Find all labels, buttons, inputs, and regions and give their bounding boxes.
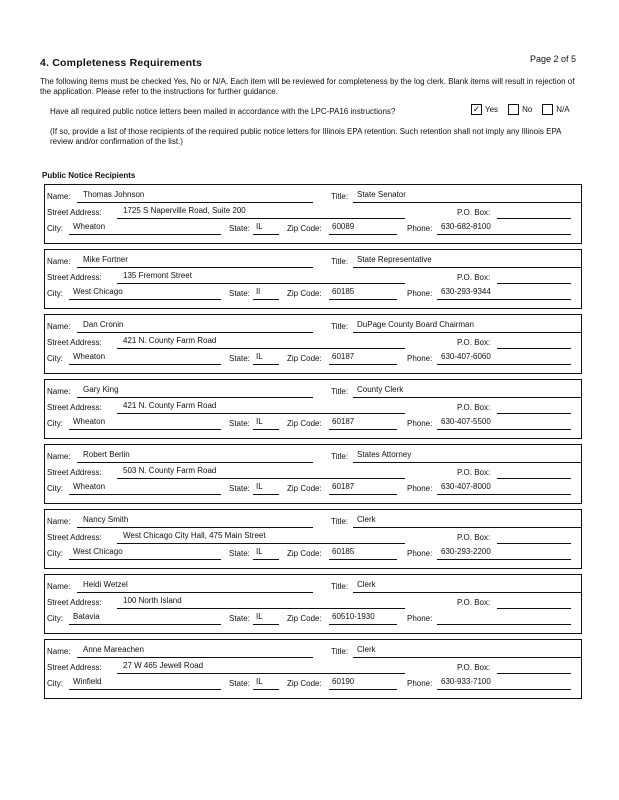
state-label: State:	[229, 224, 250, 233]
street-underline	[117, 218, 405, 219]
phone-underline	[437, 299, 571, 300]
recipient-title[interactable]: Clerk	[357, 645, 376, 654]
recipient-zip[interactable]: 60187	[332, 482, 355, 491]
po-box-label: P.O. Box:	[457, 468, 491, 477]
zip-label: Zip Code:	[287, 614, 322, 623]
na-checkbox[interactable]	[542, 104, 553, 115]
intro-text: The following items must be checked Yes, No or N/A. Each item will be reviewed for completeness by the log clerk. Blank items will result in rejection of the application. Please refer to the instructions for further guidance.	[40, 77, 575, 96]
street-label: Street Address:	[47, 468, 102, 477]
recipient-phone[interactable]: 630-407-5500	[441, 417, 491, 426]
recipient-zip[interactable]: 60185	[332, 287, 355, 296]
recipient-name[interactable]: Mike Fortner	[83, 255, 128, 264]
zip-underline	[329, 364, 397, 365]
section-title: 4. Completeness Requirements	[40, 57, 202, 69]
yes-checkbox[interactable]: ✓	[472, 104, 481, 114]
zip-underline	[329, 234, 397, 235]
state-label: State:	[229, 614, 250, 623]
recipient-state[interactable]: IL	[256, 417, 263, 426]
recipient-state[interactable]: IL	[256, 482, 263, 491]
phone-label: Phone:	[407, 484, 433, 493]
name-label: Name:	[47, 387, 71, 396]
phone-label: Phone:	[407, 614, 433, 623]
recipient-record	[44, 184, 582, 244]
phone-label: Phone:	[407, 289, 433, 298]
recipient-name[interactable]: Dan Cronin	[83, 320, 124, 329]
name-underline	[77, 462, 313, 463]
street-underline	[117, 413, 405, 414]
city-underline	[69, 624, 221, 625]
recipient-city[interactable]: Winfield	[73, 677, 102, 686]
recipient-zip[interactable]: 60187	[332, 352, 355, 361]
recipient-record	[44, 574, 582, 634]
po-box-label: P.O. Box:	[457, 663, 491, 672]
state-underline	[253, 559, 279, 560]
city-underline	[69, 494, 221, 495]
state-underline	[253, 429, 279, 430]
recipient-street[interactable]: 27 W 465 Jewell Road	[123, 661, 204, 670]
recipient-zip[interactable]: 60185	[332, 547, 355, 556]
recipient-title[interactable]: County Clerk	[357, 385, 404, 394]
zip-underline	[329, 689, 397, 690]
recipient-city[interactable]: Wheaton	[73, 482, 106, 491]
title-label: Title:	[331, 322, 349, 331]
city-underline	[69, 299, 221, 300]
title-label: Title:	[331, 647, 349, 656]
phone-label: Phone:	[407, 549, 433, 558]
zip-underline	[329, 624, 397, 625]
title-underline	[353, 592, 581, 593]
name-label: Name:	[47, 452, 71, 461]
recipients-heading: Public Notice Recipients	[42, 171, 136, 180]
state-label: State:	[229, 679, 250, 688]
title-underline	[353, 202, 581, 203]
phone-underline	[437, 429, 571, 430]
city-label: City:	[47, 289, 63, 298]
title-label: Title:	[331, 192, 349, 201]
title-label: Title:	[331, 257, 349, 266]
city-label: City:	[47, 354, 63, 363]
recipient-name[interactable]: Robert Berlin	[83, 450, 130, 459]
city-label: City:	[47, 549, 63, 558]
recipient-name[interactable]: Nancy Smith	[83, 515, 129, 524]
recipient-phone[interactable]: 630-293-2200	[441, 547, 491, 556]
recipient-record	[44, 379, 582, 439]
po-box-underline	[497, 413, 571, 414]
recipient-phone[interactable]: 630-293-9344	[441, 287, 491, 296]
recipient-street[interactable]: 1725 S Naperville Road, Suite 200	[123, 206, 246, 215]
po-box-underline	[497, 218, 571, 219]
street-label: Street Address:	[47, 273, 102, 282]
recipient-phone[interactable]: 630-933-7100	[441, 677, 491, 686]
recipient-city[interactable]: Wheaton	[73, 417, 106, 426]
recipient-street[interactable]: 421 N. County Farm Road	[123, 401, 217, 410]
state-underline	[253, 299, 279, 300]
zip-label: Zip Code:	[287, 679, 322, 688]
zip-underline	[329, 299, 397, 300]
street-label: Street Address:	[47, 403, 102, 412]
po-box-underline	[497, 543, 571, 544]
po-box-underline	[497, 673, 571, 674]
name-underline	[77, 657, 313, 658]
notice-question: Have all required public notice letters been mailed in accordance with the LPC-PA16 instructions?	[50, 107, 396, 116]
recipient-city[interactable]: Wheaton	[73, 352, 106, 361]
state-underline	[253, 624, 279, 625]
po-box-label: P.O. Box:	[457, 338, 491, 347]
zip-label: Zip Code:	[287, 484, 322, 493]
po-box-underline	[497, 283, 571, 284]
name-underline	[77, 527, 313, 528]
recipient-street[interactable]: 135 Fremont Street	[123, 271, 192, 280]
city-underline	[69, 689, 221, 690]
recipient-state[interactable]: IL	[256, 547, 263, 556]
street-underline	[117, 348, 405, 349]
retention-note: (If so, provide a list of those recipients of the required public notice letters for Illinois EPA retention. Such retention shall not imply any Illinois EPA review and/or confirmation of the list.)	[50, 127, 562, 146]
phone-label: Phone:	[407, 679, 433, 688]
recipient-phone[interactable]: 630-407-8000	[441, 482, 491, 491]
street-underline	[117, 478, 405, 479]
title-label: Title:	[331, 582, 349, 591]
recipient-record	[44, 444, 582, 504]
po-box-label: P.O. Box:	[457, 403, 491, 412]
state-label: State:	[229, 484, 250, 493]
recipient-record	[44, 509, 582, 569]
name-underline	[77, 332, 313, 333]
name-underline	[77, 202, 313, 203]
state-label: State:	[229, 289, 250, 298]
phone-label: Phone:	[407, 224, 433, 233]
title-label: Title:	[331, 517, 349, 526]
street-underline	[117, 543, 405, 544]
recipient-phone[interactable]: 630-407-6060	[441, 352, 491, 361]
po-box-label: P.O. Box:	[457, 208, 491, 217]
recipient-record	[44, 639, 582, 699]
phone-underline	[437, 624, 571, 625]
city-label: City:	[47, 419, 63, 428]
name-label: Name:	[47, 322, 71, 331]
city-label: City:	[47, 484, 63, 493]
name-label: Name:	[47, 192, 71, 201]
state-label: State:	[229, 354, 250, 363]
title-underline	[353, 657, 581, 658]
po-box-underline	[497, 348, 571, 349]
state-underline	[253, 234, 279, 235]
zip-label: Zip Code:	[287, 549, 322, 558]
recipient-phone[interactable]: 630-682-8100	[441, 222, 491, 231]
title-underline	[353, 267, 581, 268]
title-underline	[353, 397, 581, 398]
recipient-state[interactable]: Il	[256, 287, 260, 296]
recipient-city[interactable]: West Chicago	[73, 547, 123, 556]
city-underline	[69, 234, 221, 235]
state-label: State:	[229, 549, 250, 558]
recipient-title[interactable]: Clerk	[357, 580, 376, 589]
recipient-title[interactable]: Clerk	[357, 515, 376, 524]
recipient-name[interactable]: Heidi Wetzel	[83, 580, 128, 589]
name-label: Name:	[47, 647, 71, 656]
po-box-label: P.O. Box:	[457, 598, 491, 607]
city-underline	[69, 429, 221, 430]
phone-label: Phone:	[407, 354, 433, 363]
recipient-state[interactable]: IL	[256, 352, 263, 361]
recipient-street[interactable]: 100 North Island	[123, 596, 182, 605]
po-box-label: P.O. Box:	[457, 533, 491, 542]
no-label: No	[522, 105, 533, 114]
zip-underline	[329, 429, 397, 430]
title-underline	[353, 332, 581, 333]
street-label: Street Address:	[47, 663, 102, 672]
street-label: Street Address:	[47, 208, 102, 217]
recipient-name[interactable]: Thomas Johnson	[83, 190, 145, 199]
city-label: City:	[47, 224, 63, 233]
name-label: Name:	[47, 517, 71, 526]
state-label: State:	[229, 419, 250, 428]
recipient-zip[interactable]: 60187	[332, 417, 355, 426]
recipient-city[interactable]: West Chicago	[73, 287, 123, 296]
zip-underline	[329, 494, 397, 495]
recipient-title[interactable]: States Attorney	[357, 450, 412, 459]
city-underline	[69, 559, 221, 560]
recipient-city[interactable]: Batavia	[73, 612, 100, 621]
recipient-name[interactable]: Gary King	[83, 385, 119, 394]
recipient-state[interactable]: IL	[256, 677, 263, 686]
city-label: City:	[47, 614, 63, 623]
phone-label: Phone:	[407, 419, 433, 428]
phone-underline	[437, 689, 571, 690]
name-label: Name:	[47, 257, 71, 266]
na-label: N/A	[556, 105, 570, 114]
street-label: Street Address:	[47, 533, 102, 542]
answer-checkboxes	[471, 104, 580, 115]
recipient-state[interactable]: IL	[256, 612, 263, 621]
po-box-label: P.O. Box:	[457, 273, 491, 282]
phone-underline	[437, 364, 571, 365]
title-label: Title:	[331, 452, 349, 461]
yes-label: Yes	[485, 105, 499, 114]
po-box-underline	[497, 478, 571, 479]
street-underline	[117, 608, 405, 609]
phone-underline	[437, 494, 571, 495]
recipient-city[interactable]: Wheaton	[73, 222, 106, 231]
zip-label: Zip Code:	[287, 354, 322, 363]
page-number: Page 2 of 5	[530, 54, 577, 64]
title-underline	[353, 527, 581, 528]
street-underline	[117, 283, 405, 284]
recipient-state[interactable]: IL	[256, 222, 263, 231]
title-underline	[353, 462, 581, 463]
recipient-record	[44, 314, 582, 374]
recipient-title[interactable]: DuPage County Board Chairman	[357, 320, 474, 329]
street-underline	[117, 673, 405, 674]
recipient-zip[interactable]: 60510-1930	[332, 612, 375, 621]
name-underline	[77, 267, 313, 268]
zip-label: Zip Code:	[287, 419, 322, 428]
zip-label: Zip Code:	[287, 289, 322, 298]
recipient-zip[interactable]: 60190	[332, 677, 355, 686]
city-underline	[69, 364, 221, 365]
recipient-title[interactable]: State Senator	[357, 190, 406, 199]
name-underline	[77, 592, 313, 593]
recipient-record	[44, 249, 582, 309]
name-underline	[77, 397, 313, 398]
zip-label: Zip Code:	[287, 224, 322, 233]
recipient-title[interactable]: State Representative	[357, 255, 432, 264]
city-label: City:	[47, 679, 63, 688]
recipient-street[interactable]: West Chicago City Hall, 475 Main Street	[123, 531, 266, 540]
phone-underline	[437, 234, 571, 235]
zip-underline	[329, 559, 397, 560]
title-label: Title:	[331, 387, 349, 396]
recipient-name[interactable]: Anne Mareachen	[83, 645, 144, 654]
name-label: Name:	[47, 582, 71, 591]
state-underline	[253, 364, 279, 365]
state-underline	[253, 689, 279, 690]
phone-underline	[437, 559, 571, 560]
no-checkbox[interactable]	[508, 104, 519, 115]
street-label: Street Address:	[47, 598, 102, 607]
po-box-underline	[497, 608, 571, 609]
recipient-street[interactable]: 503 N. County Farm Road	[123, 466, 217, 475]
street-label: Street Address:	[47, 338, 102, 347]
state-underline	[253, 494, 279, 495]
recipient-zip[interactable]: 60089	[332, 222, 355, 231]
recipient-street[interactable]: 421 N. County Farm Road	[123, 336, 217, 345]
